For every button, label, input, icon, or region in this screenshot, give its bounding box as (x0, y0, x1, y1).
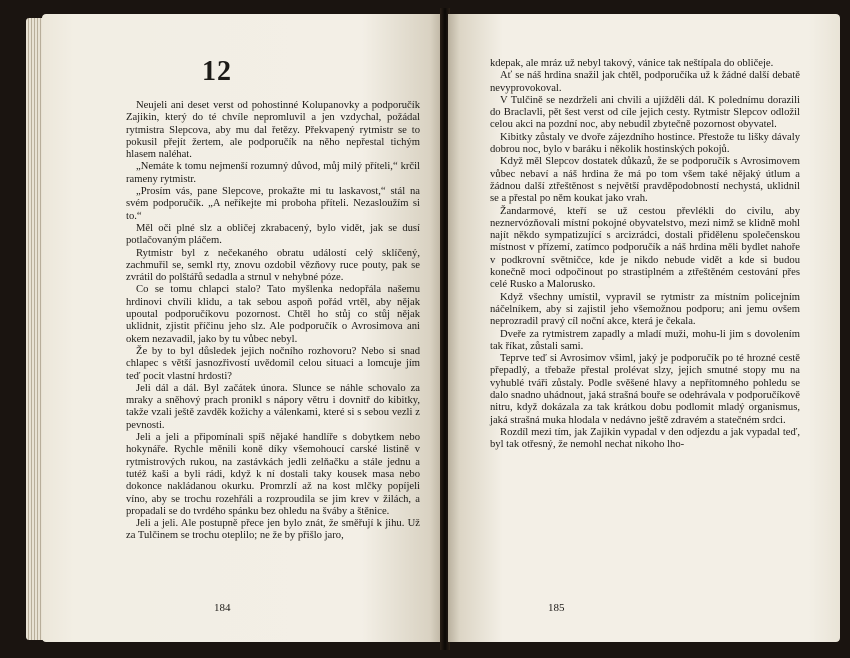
paragraph: Co se tomu chlapci stalo? Tato myšlenka nedopřála našemu hrdinovi chvíli klidu, a tak sebou aspoň pořád vrtěl, aby nějak upoutal podporučíkovu pozornost. Chtěl ho stůj co stůj nějak uklidnit, zjistit příčinu jeho slz. Ale podporučík o Avrosimova ani okem nezavadil, jako by tu vůbec nebyl. (126, 284, 420, 345)
paragraph: Že by to byl důsledek jejich nočního rozhovoru? Nebo si snad chlapec s větší jasnozřivostí uvědomil celou situaci a lomcuje jím teď pocit vlastní hrdosti? (126, 345, 420, 382)
page-number-left: 184 (214, 602, 231, 614)
right-page (448, 14, 840, 642)
paragraph: Když měl Slepcov dostatek důkazů, že se podporučík s Avrosimovem vůbec nebaví a náš hrdina že má po tom všem také nějaký útlum a žádnou další ztřeštěnost s největší pravděpodobností nechystá, uklidnil se a přestal po něm koukat jako vrah. (490, 156, 800, 205)
paragraph: Měl oči plné slz a obličej zkrabacený, bylo vidět, jak se dusí potlačovaným pláčem. (126, 222, 420, 247)
paragraph: Ať se náš hrdina snažil jak chtěl, podporučíka už k žádné další debatě nevyprovokoval. (490, 70, 800, 94)
paragraph: Jeli a jeli a připomínali spíš nějaké handlíře s dobytkem nebo hokynáře. Rychle měnili koně díky všemohoucí carské listině v rytmistrových rukou, na zastávkách jedli zelňačku a stále jednu a tutéž kaši a byli rádi, když k ní dostali taky kousek masa nebo dokonce nakládanou okurku. Promrzlí až na kost mlčky popíjeli víno, aby se trochu rozehřáli a rozproudila se jim krev v žilách, a propadali se do tvrdého spánku bez ohledu na šváby a štěnice. (126, 432, 420, 517)
open-book (12, 8, 844, 650)
paragraph: „Nemáte k tomu nejmenší rozumný důvod, můj milý příteli,“ krčil rameny rytmistr. (126, 161, 420, 185)
paragraph: Teprve teď si Avrosimov všiml, jaký je podporučík po té hrozné cestě přepadlý, a třebaže přestal prolévat slzy, jejich smutné stopy mu na vyhublé tváři zůstaly. Podle svěšené hlavy a nepřítomného pohledu se dalo snadno uhádnout, jaká strašná bouře se odehrávala v podporučíkově nitru, když dokázala za tak krátkou dobu podlomit mladý organismus, jaká strašná muka hlodala v nedávno ještě zdravém a statečném srdci. (490, 353, 800, 426)
page-number-right: 185 (548, 602, 565, 614)
paragraph: Neujeli ani deset verst od pohostinné Kolupanovky a podporučík Zajikin, který do té chvíle nepromluvil a jen vzdychal, požádal rytmistra Slepcova, aby mu dal řetězy. Překvapený rytmistr se to pokusil přejít žertem, ale podporučík na něho nepřestal tichým hlasem naléhat. (126, 100, 420, 161)
paragraph: Kibitky zůstaly ve dvoře zájezdního hostince. Přestože tu lišky dávaly dobrou noc, bylo v baráku i několik hostinských pokojů. (490, 131, 800, 156)
paragraph: Jeli a jeli. Ale postupně přece jen bylo znát, že směřují k jihu. Už za Tulčinem se trochu oteplilo; ne že by přišlo jaro, (126, 518, 420, 542)
chapter-number: 12 (202, 56, 232, 87)
paragraph: Žandarmové, kteří se už cestou převlékli do civilu, aby neznervózňovali místní pokojné obyvatelstvo, mezi nimž se klidně mohl najít někdo sympatizující s arcizrádci, dostali přidělenu společenskou místnost v přízemí, zatímco podporučík a náš hrdina měli bydlet nahoře v podkrovní světničce, kde je nikdo nebude vidět a kde si budou konečně moci odpočinout po strastiplném a ztřeštěném cestování přes celé Rusko a Malorusko. (490, 205, 800, 291)
paragraph: Jeli dál a dál. Byl začátek února. Slunce se náhle schovalo za mraky a sněhový prach pronikl s nápory větru i dovnitř do kibitky, takže vzali ještě zavděk kožichy a válenkami, které si s sebou vezli z pevnosti. (126, 382, 420, 431)
paragraph: Rytmistr byl z nečekaného obratu událostí celý sklíčený, zachmuřil se, semkl rty, znovu ozdobil vězňovy ruce pouty, pak se zvrátil do polštářů sedadla a strnul v nehybné póze. (126, 247, 420, 284)
left-page-text (126, 100, 420, 543)
paragraph: kdepak, ale mráz už nebyl takový, vánice tak neštípala do obličeje. (490, 58, 774, 69)
paragraph: „Prosím vás, pane Slepcove, prokažte mi tu laskavost,“ stál na svém podporučík. „A neříkejte mi proboha příteli. Nezasloužím si to.“ (126, 186, 420, 222)
paragraph: Dveře za rytmistrem zapadly a mladí muži, mohu-li jim s dovolením tak říkat, zůstali sami. (490, 328, 800, 352)
left-page (42, 14, 442, 642)
paragraph: Rozdíl mezi tím, jak Zajikin vypadal v den odjezdu a jak vypadal teď, byl tak otřesný, že nemohl nechat nikoho lho- (490, 426, 800, 451)
paragraph: V Tulčině se nezdrželi ani chvili a ujížděli dál. K polednímu dorazili do Braclavli, pět šest verst od cíle jejich cesty. Rytmistr Slepcov odložil celou akci na pozdní noc, aby nebudil zbytečně pozornost obyvatel. (490, 94, 800, 131)
right-page-text (490, 58, 800, 452)
paragraph: Když všechny umístil, vypravil se rytmistr za místním policejním náčelníkem, aby si zajistil jeho všemožnou podporu; ani jemu ovšem neprozradil pravý cíl noční akce, která je čekala. (490, 291, 800, 328)
